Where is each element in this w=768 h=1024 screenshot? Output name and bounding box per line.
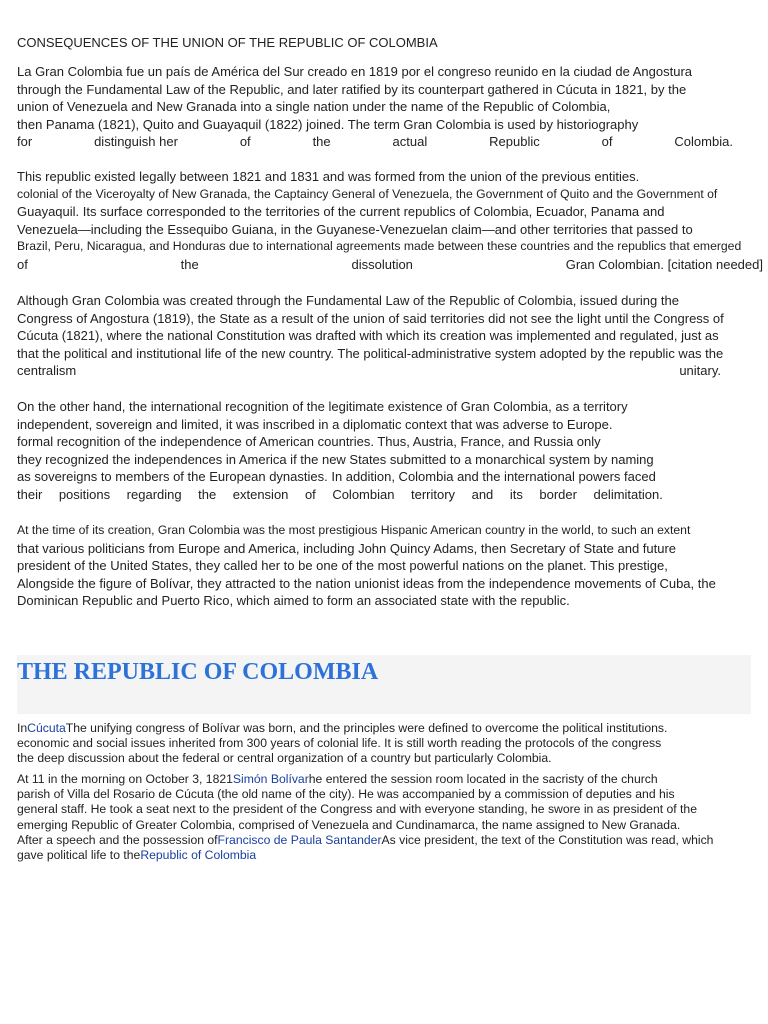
word: extension	[232, 486, 289, 502]
word: dissolution	[351, 256, 413, 272]
text-line: This republic existed legally between 1821 and 1831 and was formed from the union of the previous entities.	[17, 169, 640, 184]
text-fragment: In	[17, 721, 28, 735]
text-line: Alongside the figure of Bolívar, they attracted to the nation unionist ideas from the independence movements of Cuba, the	[17, 575, 716, 591]
paragraph-2	[17, 168, 767, 274]
text-line	[17, 772, 767, 787]
link-cucuta[interactable]: Cúcuta	[27, 721, 66, 735]
section-paragraph-2	[17, 772, 767, 863]
text-line: Dominican Republic and Puerto Rico, which aimed to form an associated state with the republic.	[17, 593, 570, 609]
text-fragment: After a speech and the possession of	[17, 832, 218, 847]
word: for	[17, 134, 33, 150]
text-line	[17, 833, 767, 848]
document-heading: CONSEQUENCES OF THE UNION OF THE REPUBLIC OF COLOMBIA	[17, 35, 438, 50]
text-line-justified	[17, 362, 721, 380]
word: Gran Colombian. [citation needed]	[565, 256, 763, 272]
text-line: On the other hand, the international recognition of the legitimate existence of Gran Colombia, as a territory	[17, 399, 628, 414]
text-line	[17, 721, 767, 736]
text-line: Venezuela—including the Essequibo Guiana, in the Guyanese-Venezuelan claim—and other territories that passed to	[17, 221, 693, 237]
text-line: through the Fundamental Law of the Republic, and later ratified by its counterpart gathered in Cúcuta in 1821, by the	[17, 81, 687, 97]
text-line: Guayaquil. Its surface corresponded to the territories of the current republics of Colombia, Ecuador, Panama and	[17, 204, 665, 220]
text-fragment: The unifying congress of Bolívar was born, and the principles were defined to overcome the political institutions.	[65, 721, 668, 735]
word: their	[17, 486, 43, 502]
word: Colombia.	[674, 134, 733, 150]
paragraph-4	[17, 398, 767, 504]
word: actual	[392, 134, 428, 150]
word: unitary.	[679, 363, 721, 379]
text-line: Cúcuta (1821), where the national Constitution was drafted with which its creation was implemented and regulated, just as	[17, 328, 719, 344]
text-line: emerging Republic of Greater Colombia, comprised of Venezuela and Cundinamarca, the name assigned to New Granada.	[17, 817, 681, 832]
text-line: At the time of its creation, Gran Colombia was the most prestigious Hispanic American country in the world, to such an extent	[17, 523, 691, 537]
text-line: the deep discussion about the federal or central organization of a country but particularly Colombia.	[17, 751, 552, 766]
text-line: that various politicians from Europe and America, including John Quincy Adams, then Secretary of State and future	[17, 540, 677, 556]
text-line: independent, sovereign and limited, it was inscribed in a diplomatic context that was adverse to Europe.	[17, 416, 613, 432]
word: its	[509, 486, 523, 502]
word: of	[239, 134, 251, 150]
text-line: parish of Villa del Rosario de Cúcuta (the old name of the city). He was accompanied by a commission of deputies and his	[17, 787, 675, 802]
text-line: Brazil, Peru, Nicaragua, and Honduras due to international agreements made between these countries and the republics that emerged	[17, 239, 742, 254]
link-simon-bolivar[interactable]: Simón Bolívar	[232, 772, 309, 786]
text-line: as sovereigns to members of the European dynasties. In addition, Colombia and the international powers faced	[17, 469, 656, 485]
text-fragment: he entered the session room located in the sacristy of the church	[308, 772, 658, 786]
word: the	[180, 256, 199, 272]
text-line: that the political and institutional life of the new country. The political-administrative system adopted by the republic was the	[17, 345, 724, 361]
text-fragment: At 11 in the morning on October 3, 1821	[17, 772, 233, 786]
section-paragraph-1	[17, 721, 767, 767]
text-line-justified	[17, 133, 733, 151]
word: distinguish her	[94, 134, 178, 150]
word: and	[471, 486, 494, 502]
text-fragment: As vice president, the text of the Constitution was read, which	[381, 832, 714, 847]
word: the	[312, 134, 331, 150]
text-line: Congress of Angostura (1819), the State as a result of the union of said territories did not see the light until the Congress of	[17, 310, 724, 326]
paragraph-3	[17, 292, 767, 380]
link-republic-of-colombia[interactable]: Republic of Colombia	[140, 848, 257, 863]
word: Republic	[489, 134, 540, 150]
word: positions	[58, 486, 111, 502]
text-line: union of Venezuela and New Granada into a single nation under the name of the Republic of Colombia,	[17, 99, 611, 115]
text-line: they recognized the independences in America if the new States submitted to a monarchical system by naming	[17, 451, 654, 467]
word: Colombian	[332, 486, 395, 502]
word: of	[601, 134, 613, 150]
text-line: economic and social issues inherited from 300 years of colonial life. It is still worth reading the protocols of the congress	[17, 736, 662, 751]
word: delimitation.	[593, 486, 663, 502]
link-santander[interactable]: Francisco de Paula Santander	[217, 832, 382, 847]
text-line: president of the United States, they called her to be one of the most powerful nations on the planet. This prestige,	[17, 558, 668, 574]
text-line-justified	[17, 256, 763, 274]
text-line	[17, 848, 767, 863]
word: territory	[411, 486, 456, 502]
text-line: formal recognition of the independence of American countries. Thus, Austria, France, and Russia only	[17, 434, 601, 450]
word: of	[17, 256, 28, 272]
paragraph-5	[17, 522, 767, 610]
word: the	[198, 486, 217, 502]
word: of	[304, 486, 316, 502]
text-line: Although Gran Colombia was created through the Fundamental Law of the Republic of Colombia, issued during the	[17, 293, 679, 308]
word: regarding	[126, 486, 182, 502]
word: border	[539, 486, 577, 502]
text-fragment: gave political life to the	[17, 848, 141, 863]
text-line: La Gran Colombia fue un país de América del Sur creado en 1819 por el congreso reunido en la ciudad de Angostura	[17, 64, 692, 79]
text-line: general staff. He took a seat next to the president of the Congress and with everyone standing, he swore in as president of the	[17, 802, 697, 817]
text-line: then Panama (1821), Quito and Guayaquil (1822) joined. The term Gran Colombia is used by historiography	[17, 116, 639, 132]
text-line-justified	[17, 486, 663, 504]
section-title: THE REPUBLIC OF COLOMBIA	[17, 659, 379, 685]
text-line: colonial of the Viceroyalty of New Granada, the Captaincy General of Venezuela, the Government of Quito and the Government of	[17, 186, 718, 201]
word: centralism	[17, 363, 77, 379]
paragraph-1	[17, 63, 767, 151]
